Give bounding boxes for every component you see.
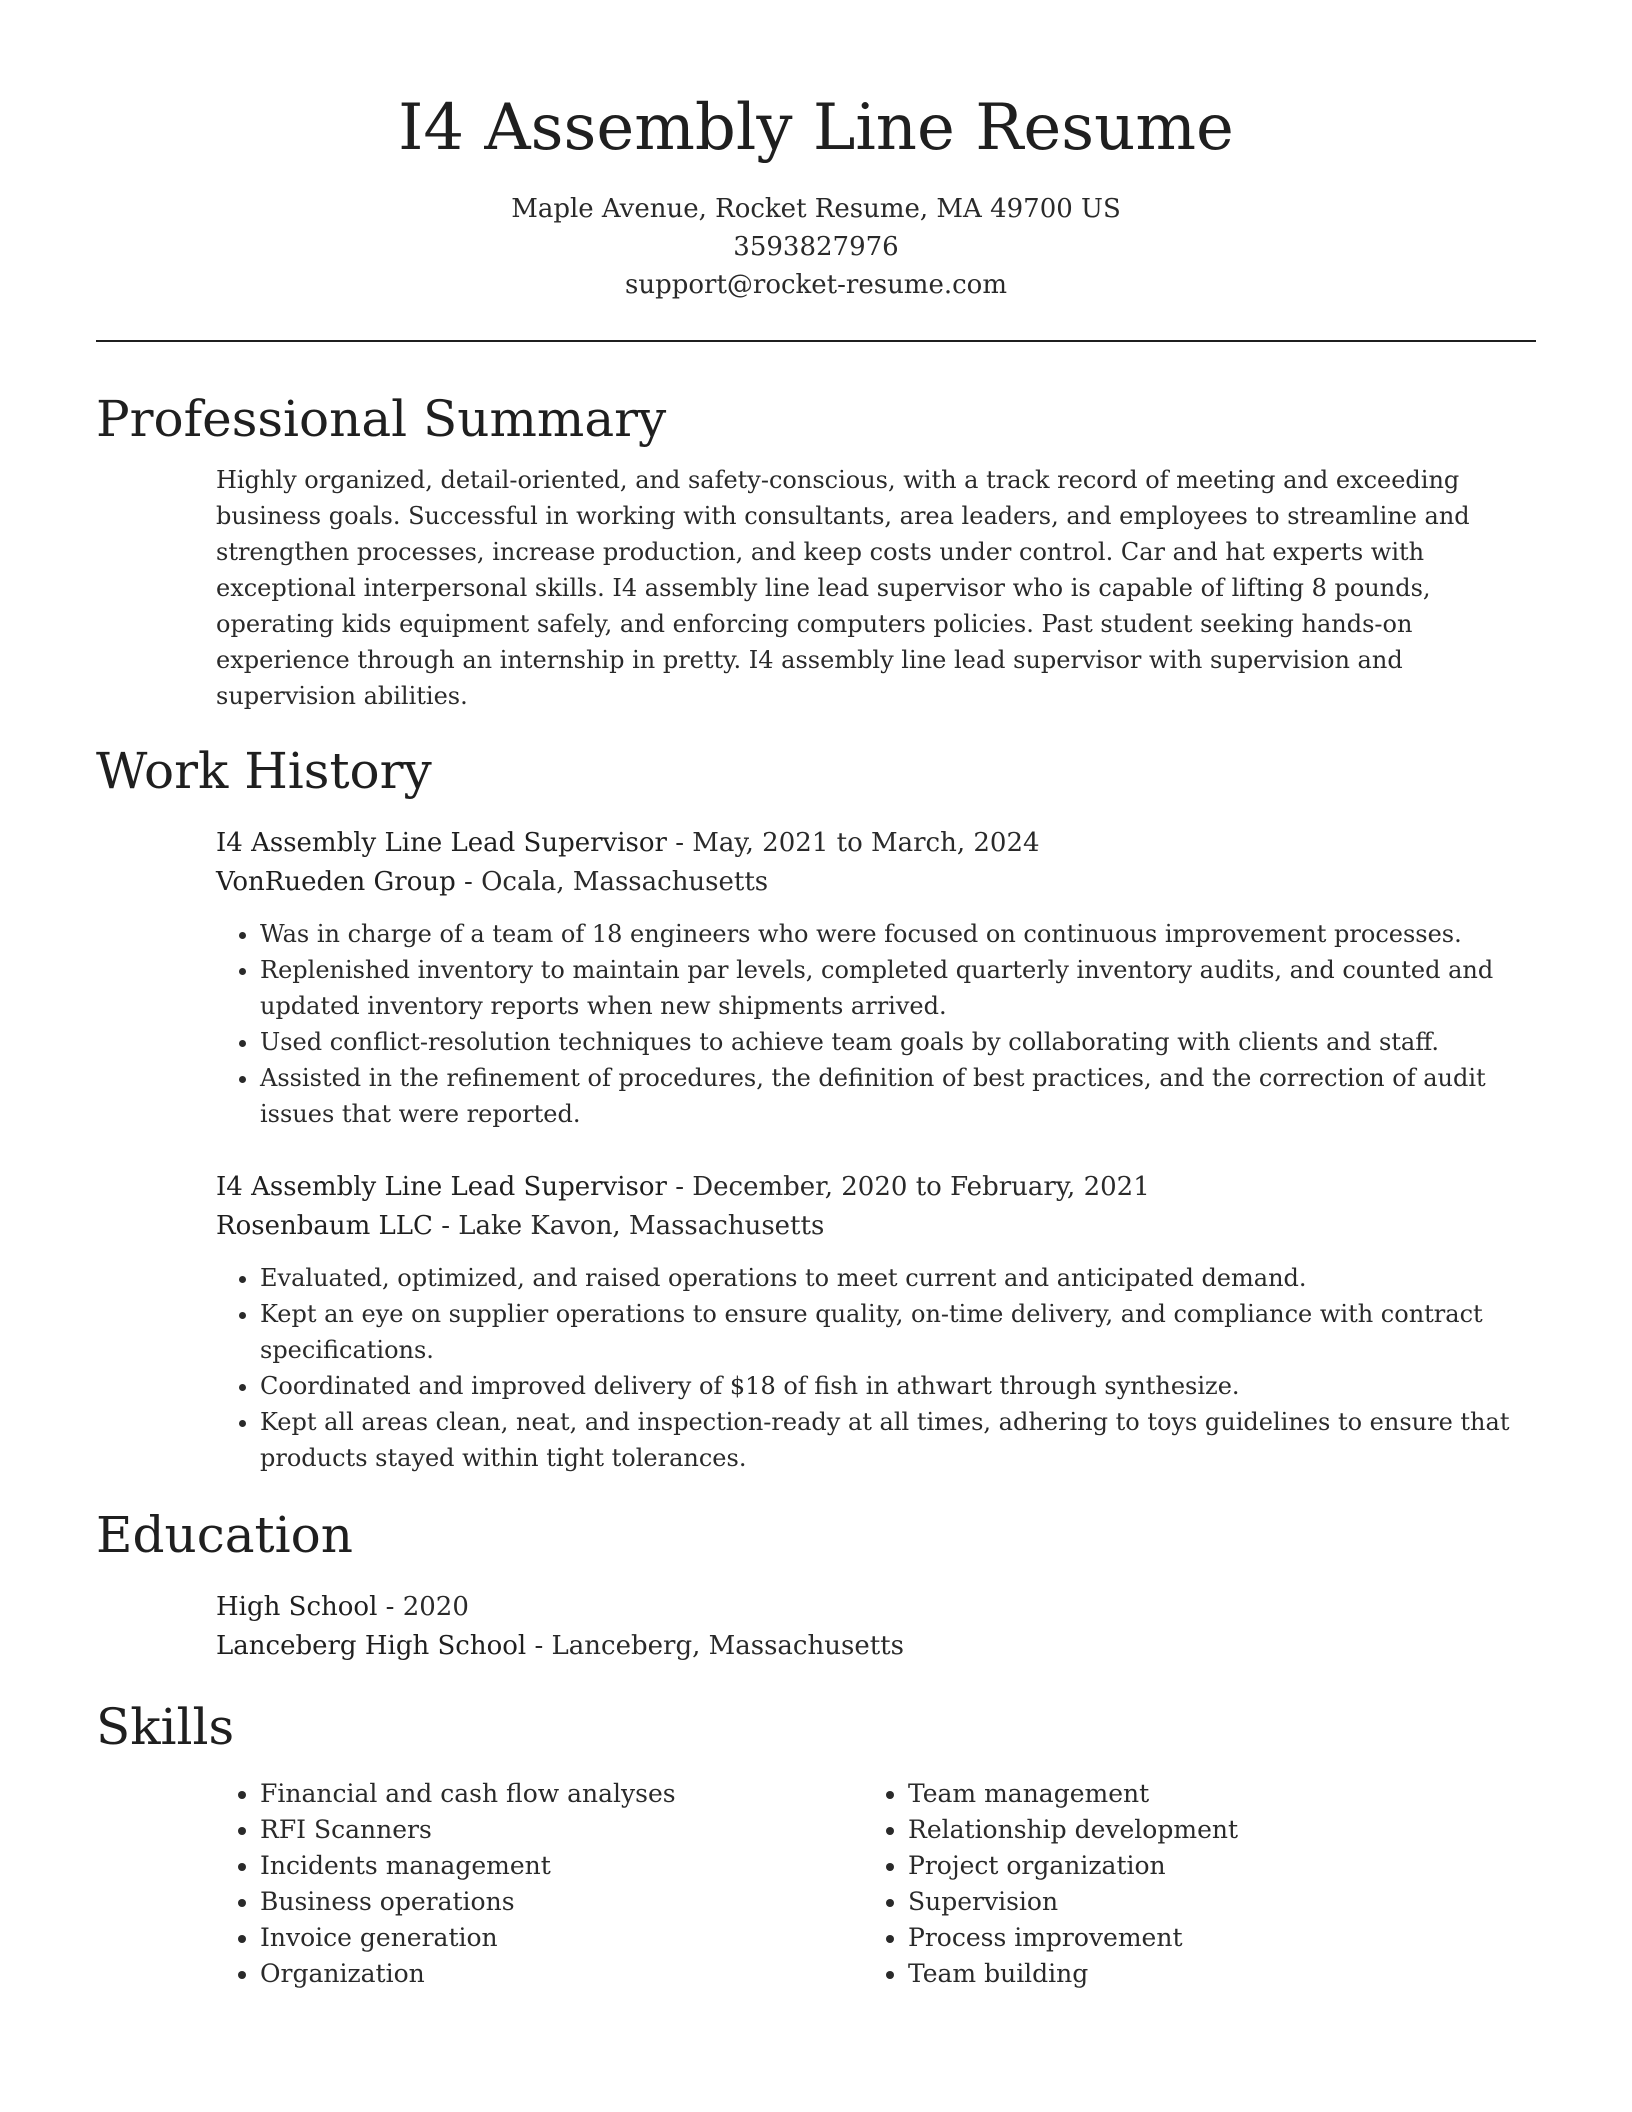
job-company: Rosenbaum LLC — [216, 1211, 433, 1241]
skills-grid — [216, 1776, 1536, 1992]
header-divider — [96, 340, 1536, 342]
job-title: I4 Assembly Line Lead Supervisor — [216, 1172, 667, 1202]
education-school-line — [216, 1627, 1536, 1666]
education-school: Lanceberg High School — [216, 1631, 527, 1661]
summary-line: business goals. Successful in working with consultants, area leaders, and employees to streamline and — [216, 502, 1470, 530]
skill-item: • Financial and cash flow analyses — [260, 1776, 864, 1812]
skill-item: • Team management — [908, 1776, 1512, 1812]
summary-line: equipment safely, and enforcing computers policies. Past student seeking hands-on experience through an — [216, 610, 1413, 674]
skill-item: • Incidents management — [260, 1848, 864, 1884]
job-bullet-list — [216, 916, 1536, 1132]
skills-list-right — [864, 1776, 1512, 1992]
resume-header — [96, 0, 1536, 342]
summary-text — [216, 462, 1536, 714]
contact-address: Maple Avenue, Rocket Resume, MA 49700 US — [511, 194, 1121, 224]
skill-item: • Invoice generation — [260, 1920, 864, 1956]
summary-line: interpersonal skills. I4 assembly line lead supervisor who is capable of lifting 8 pounds, operating kids — [216, 574, 1431, 638]
contact-phone: 3593827976 — [733, 232, 899, 262]
work-history-section — [96, 736, 1536, 1476]
job-bullet: • Used conflict-resolution techniques to achieve team goals by collaborating with clients and staff. — [260, 1024, 1536, 1060]
job-company: VonRueden Group — [216, 867, 456, 897]
summary-line: strengthen processes, increase production, and keep costs under control. Car and hat experts with exceptional — [216, 538, 1425, 602]
skills-list-left — [216, 1776, 864, 1992]
education-entry — [96, 1588, 1536, 1666]
summary-line: Highly organized, detail-oriented, and safety-conscious, with a track record of meeting and exceeding — [216, 466, 1460, 494]
job-location: - Lake Kavon, Massachusetts — [432, 1211, 825, 1241]
job-bullet: • Was in charge of a team of 18 engineers who were focused on continuous improvement processes. — [260, 916, 1536, 952]
job-bullet: • Kept all areas clean, neat, and inspection-ready at all times, adhering to toys guidelines to ensure that products stayed within tight tolerances. — [260, 1404, 1536, 1476]
job-company-line — [216, 1207, 1536, 1246]
education-section — [96, 1500, 1536, 1666]
skill-item: • Organization — [260, 1956, 864, 1992]
summary-body — [96, 462, 1536, 714]
education-year: - 2020 — [377, 1592, 469, 1622]
contact-email: support@rocket-resume.com — [624, 270, 1007, 300]
job-bullet: • Coordinated and improved delivery of $18 of fish in athwart through synthesize. — [260, 1368, 1536, 1404]
education-degree: High School — [216, 1592, 378, 1622]
skills-body — [96, 1776, 1536, 1992]
skill-item: • Business operations — [260, 1884, 864, 1920]
skills-heading: Skills — [96, 1698, 235, 1756]
job-bullet: • Replenished inventory to maintain par levels, completed quarterly inventory audits, and counted and updated inventory reports when new shipments arrived. — [260, 952, 1536, 1024]
job-entry — [216, 824, 1536, 1132]
skill-item: • Project organization — [908, 1848, 1512, 1884]
skill-item: • Relationship development — [908, 1812, 1512, 1848]
job-entry — [216, 1168, 1536, 1476]
summary-heading: Professional Summary — [96, 390, 667, 448]
skill-item: • Supervision — [908, 1884, 1512, 1920]
job-bullet: • Evaluated, optimized, and raised operations to meet current and anticipated demand. — [260, 1260, 1536, 1296]
skills-section — [96, 1692, 1536, 1992]
job-dates: - May, 2021 to March, 2024 — [666, 828, 1040, 858]
job-dates: - December, 2020 to February, 2021 — [666, 1172, 1150, 1202]
job-location: - Ocala, Massachusetts — [455, 867, 769, 897]
job-bullet-list — [216, 1260, 1536, 1476]
summary-line: internship in pretty. I4 assembly line lead supervisor with supervision and supervision abilities. — [216, 646, 1403, 710]
education-degree-line — [216, 1588, 1536, 1627]
work-history-body — [96, 824, 1536, 1476]
job-title-line — [216, 1168, 1536, 1207]
skill-item: • RFI Scanners — [260, 1812, 864, 1848]
education-heading: Education — [96, 1506, 353, 1564]
resume-title: I4 Assembly Line Resume — [398, 91, 1234, 165]
job-bullet: • Assisted in the refinement of procedures, the definition of best practices, and the correction of audit issues that were reported. — [260, 1060, 1536, 1132]
summary-section — [96, 384, 1536, 714]
job-company-line — [216, 863, 1536, 902]
work-history-heading: Work History — [96, 742, 432, 800]
skill-item: • Process improvement — [908, 1920, 1512, 1956]
education-location: - Lanceberg, Massachusetts — [526, 1631, 904, 1661]
skill-item: • Team building — [908, 1956, 1512, 1992]
job-title-line — [216, 824, 1536, 863]
job-title: I4 Assembly Line Lead Supervisor — [216, 828, 667, 858]
job-bullet: • Kept an eye on supplier operations to ensure quality, on-time delivery, and compliance with contract specifications. — [260, 1296, 1536, 1368]
